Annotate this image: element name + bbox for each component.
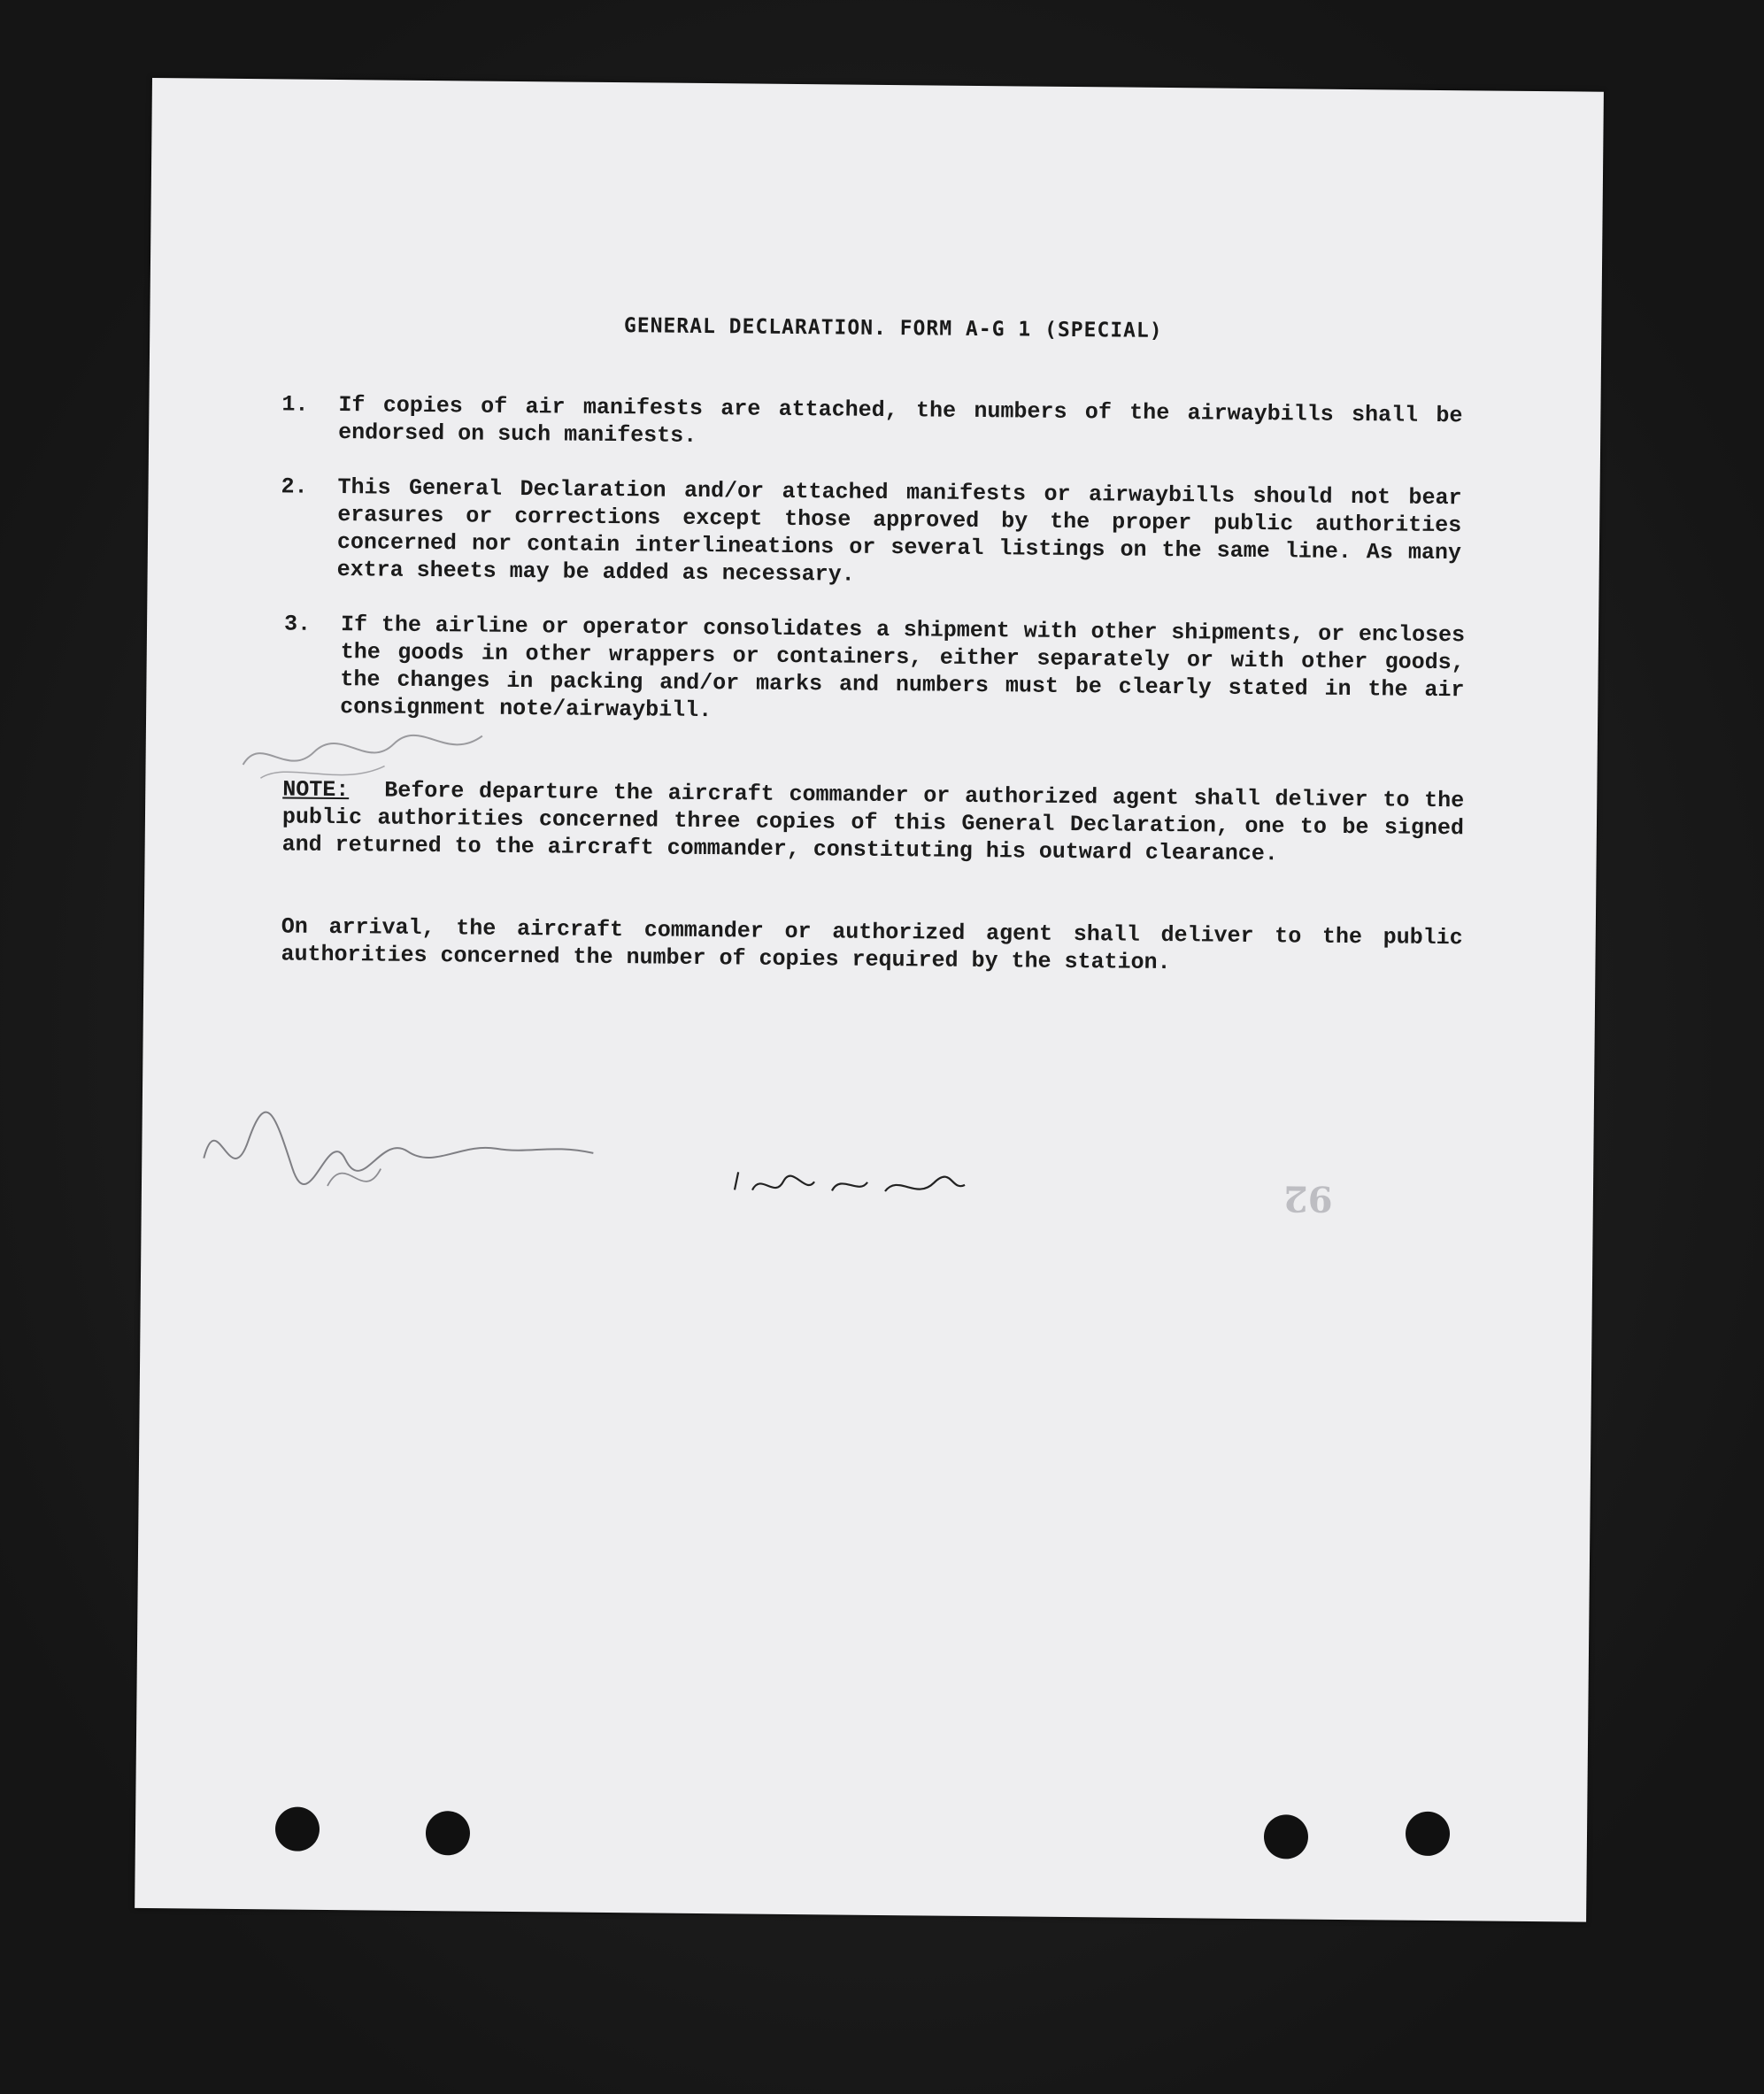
punch-hole: [275, 1806, 320, 1851]
document-title: GENERAL DECLARATION. FORM A-G 1 (SPECIAL): [623, 314, 1163, 343]
item-text: If copies of air manifests are attached, the numbers of the airwaybills shall be endorsed on such manifests.: [338, 392, 1463, 449]
arrival-paragraph: On arrival, the aircraft commander or authorized agent shall deliver to the public authorities concerned the number of copies required by the station.: [281, 913, 1463, 976]
punch-hole: [1406, 1812, 1450, 1856]
punch-hole: [426, 1811, 470, 1855]
pencil-signature-left: [195, 1088, 612, 1225]
item-number: 1.: [281, 391, 309, 418]
pencil-scribble-top: [234, 716, 500, 798]
item-number: 2.: [281, 473, 308, 500]
document-page: [135, 78, 1604, 1922]
ink-handwriting-center: [726, 1154, 974, 1219]
note-label: NOTE:: [282, 776, 350, 804]
punch-hole: [1264, 1814, 1308, 1859]
note-text: Before departure the aircraft commander or authorized agent shall deliver to the public authorities concerned three copies of this General Declaration, one to be signed and returned to the aircraft commander, constituting his outward clearance.: [281, 777, 1465, 867]
item-number: 3.: [283, 611, 312, 637]
item-text: If the airline or operator consolidates a shipment with other shipments, or encloses the goods in other wrappers or containers, either separately or with other goods, the changes in packing and/or marks and numbers must be clearly stated in the air consignment note/airwaybill.: [340, 612, 1466, 724]
item-text: This General Declaration and/or attached manifests or airwaybills should not bear erasures or corrections except those approved by the proper public authorities concerned nor contain interlineations or several listings on the same line. As many extra sheets may be added as necessary.: [336, 474, 1462, 588]
bleed-through-fragment: 92: [1283, 1177, 1333, 1220]
